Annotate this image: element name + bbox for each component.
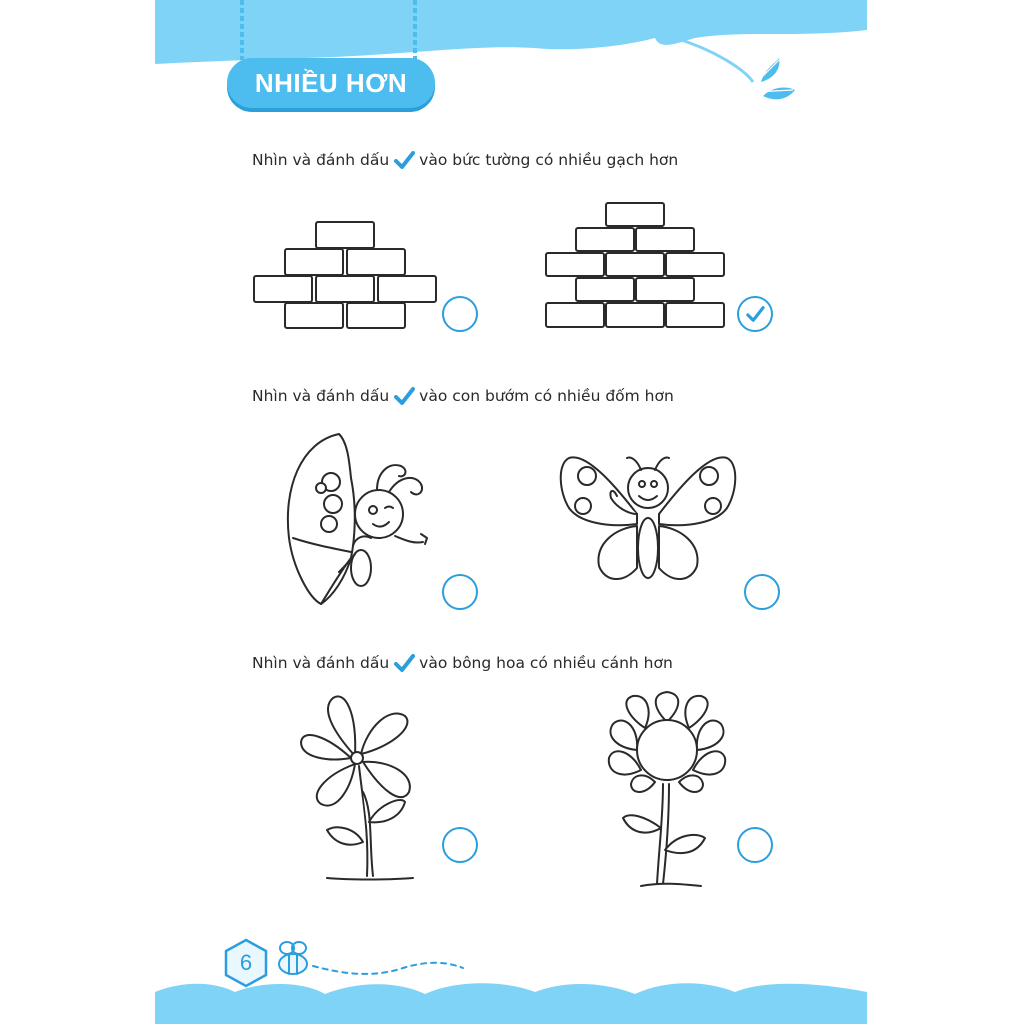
brick-wall-small [251,218,441,330]
page-title: NHIỀU HƠN [254,67,408,98]
question-3-instruction [252,653,673,673]
question-1-prefix: Nhìn và đánh dấu [252,151,390,169]
answer-circle-right-checked[interactable] [737,296,773,332]
question-3-suffix: vào bông hoa có nhiều cánh hơn [419,654,673,672]
check-icon [393,150,415,170]
rope-left [238,0,246,60]
worksheet-page [155,0,867,1024]
answer-circle-left[interactable] [442,827,478,863]
answer-circle-left[interactable] [442,296,478,332]
answer-circle-right[interactable] [737,827,773,863]
question-2-prefix: Nhìn và đánh dấu [252,387,390,405]
question-2-suffix: vào con bướm có nhiều đốm hơn [419,387,674,405]
check-icon [393,653,415,673]
title-badge [227,58,435,108]
check-icon [393,386,415,406]
question-1-instruction [252,150,678,170]
check-icon [745,305,765,323]
answer-circle-right[interactable] [744,574,780,610]
flower-seven-petals [601,688,733,894]
butterfly-front-view [557,448,739,588]
question-3-prefix: Nhìn và đánh dấu [252,654,390,672]
flower-five-petals [297,692,419,888]
rope-right [411,0,419,60]
answer-circle-left[interactable] [442,574,478,610]
leaf-icon [751,56,801,106]
question-1-suffix: vào bức tường có nhiều gạch hơn [419,151,679,169]
question-2-instruction [252,386,674,406]
footer-cloud-band [155,980,867,1024]
butterfly-side-view [281,428,431,608]
brick-wall-large [544,200,726,332]
bee-icon [273,938,473,980]
page-number: 6 [239,950,253,975]
